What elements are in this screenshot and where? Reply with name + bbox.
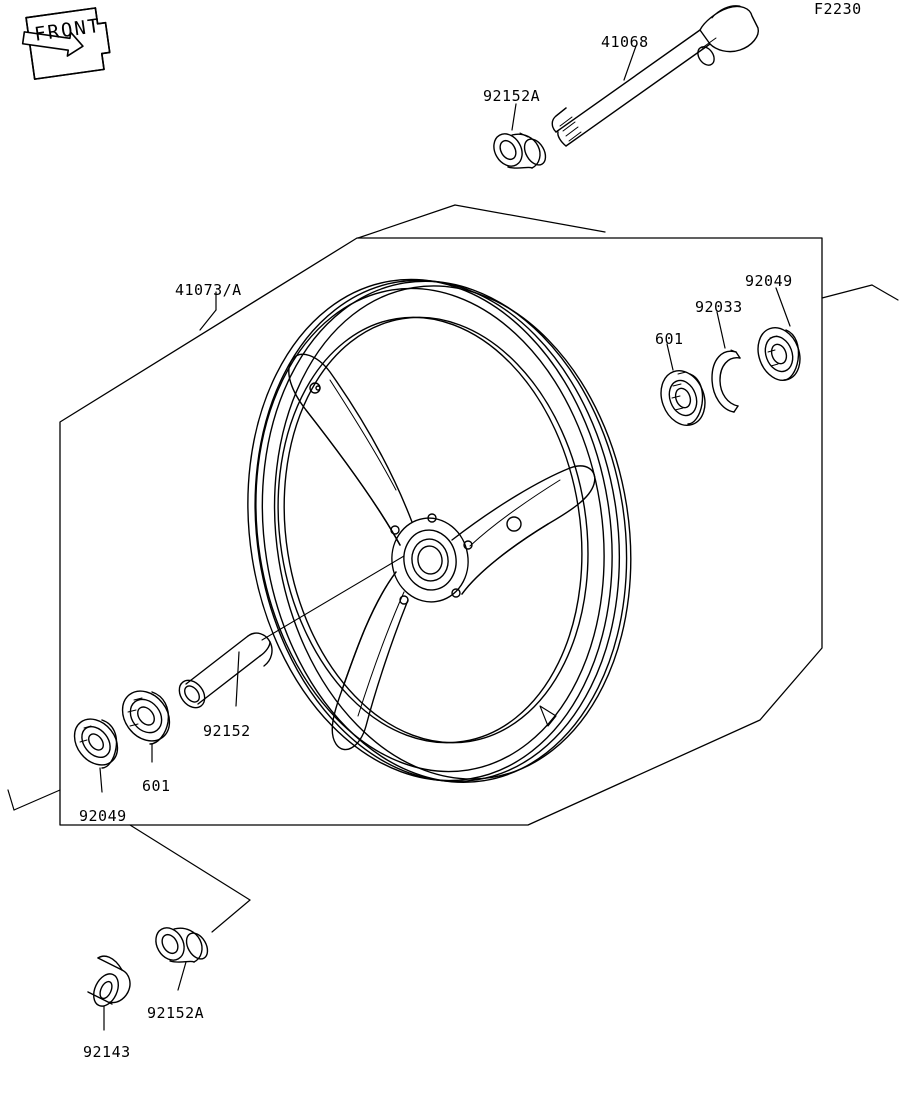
label-part-92152a-bottom: 92152A	[147, 1004, 205, 1022]
part-92033-snap-ring	[712, 350, 740, 412]
part-92049-seal-right	[751, 322, 807, 386]
part-92143-collar	[88, 956, 130, 1010]
part-601-bearing-left	[113, 682, 179, 750]
leader-92049-left	[100, 768, 102, 792]
leader-92152a-top	[512, 104, 516, 130]
part-92152a-collar-bottom	[150, 923, 212, 965]
part-92152a-collar-top	[488, 129, 550, 171]
leader-41068	[624, 46, 636, 80]
label-part-92143: 92143	[83, 1043, 131, 1061]
leader-92049-right	[776, 288, 790, 326]
label-part-92049-left: 92049	[79, 807, 127, 825]
front-badge-label: FRONT	[33, 14, 103, 46]
leader-92152a-bottom	[178, 962, 186, 990]
figure-code: F2230	[814, 0, 862, 18]
label-part-92033: 92033	[695, 298, 743, 316]
front-wheel	[213, 250, 666, 811]
label-part-41068: 41068	[601, 33, 649, 51]
wheel-hub	[386, 513, 474, 608]
label-part-92152a-top: 92152A	[483, 87, 541, 105]
label-part-601-right: 601	[655, 330, 684, 348]
assembly-callout-box	[60, 238, 822, 825]
part-92152-spacer-collar	[174, 633, 272, 712]
part-41068-axle	[552, 6, 758, 146]
label-part-41073a: 41073/A	[175, 281, 242, 299]
leader-92152	[236, 652, 239, 706]
part-92049-seal-left	[66, 711, 127, 774]
label-part-601-left: 601	[142, 777, 171, 795]
part-601-bearing-right	[654, 365, 713, 432]
leader-92033	[717, 312, 725, 348]
label-part-92152-left: 92152	[203, 722, 251, 740]
label-part-92049-right: 92049	[745, 272, 793, 290]
